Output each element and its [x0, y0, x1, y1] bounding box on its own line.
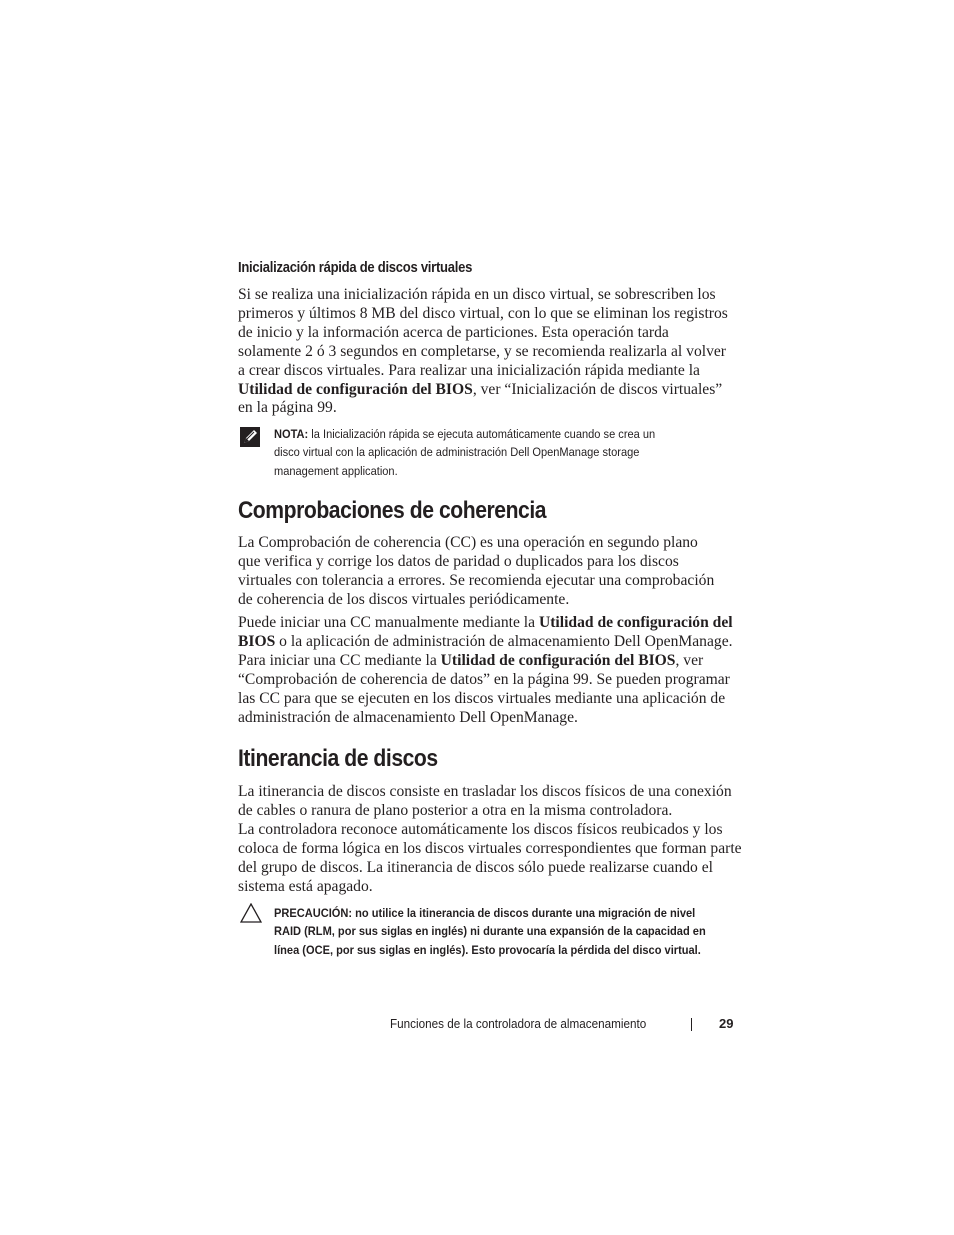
text-line — [238, 553, 748, 572]
bold-text: Utilidad de configuración del BIOS — [440, 651, 676, 669]
text-segment: Si se realiza una inicialización rápida en un disco virtual, se sobrescriben los — [238, 286, 716, 303]
text-line — [238, 878, 748, 897]
text-line — [238, 671, 748, 690]
text-line — [274, 922, 742, 940]
footer-chapter-title: Funciones de la controladora de almacenamiento — [390, 1016, 647, 1031]
text-segment: del grupo de discos. La itinerancia de discos sólo puede realizarse cuando el — [238, 858, 714, 876]
section-heading-quick-init: Inicialización rápida de discos virtuales — [238, 260, 473, 276]
text-line — [238, 859, 748, 878]
text-line — [238, 381, 748, 400]
text-segment: la Inicialización rápida se ejecuta automáticamente cuando se crea un — [308, 427, 656, 441]
text-line — [238, 783, 748, 802]
text-line — [238, 324, 748, 343]
text-line — [238, 652, 748, 671]
text-segment: sistema está apagado. — [238, 877, 373, 895]
text-segment: “Comprobación de coherencia de datos” en la página 99. Se pueden programar — [238, 670, 730, 688]
text-line — [238, 840, 748, 859]
bold-text: NOTA: — [274, 427, 309, 441]
text-line — [238, 286, 748, 305]
text-line — [238, 633, 748, 652]
text-segment: que verifica y corrige los datos de paridad o duplicados para los discos — [238, 552, 679, 570]
text-line — [238, 534, 748, 553]
text-segment: en la página 99. — [238, 399, 337, 417]
section-heading-consistency-checks: Comprobaciones de coherencia — [238, 497, 547, 524]
text-segment: La controladora reconoce automáticamente los discos físicos reubicados y los — [238, 820, 723, 838]
text-segment: solamente 2 ó 3 segundos en completarse, y se recomienda realizarla al volver — [238, 342, 726, 360]
text-line — [274, 443, 733, 461]
page-number: 29 — [719, 1016, 734, 1031]
text-line — [238, 690, 748, 709]
text-line — [274, 904, 742, 922]
text-segment: de inicio y la información acerca de particiones. Esta operación tarda — [238, 323, 669, 341]
text-line — [274, 425, 733, 443]
text-segment: La Comprobación de coherencia (CC) es una operación en segundo plano — [238, 534, 698, 551]
text-segment: , ver “Inicialización de discos virtuales” — [472, 380, 723, 398]
text-segment: las CC para que se ejecuten en los discos virtuales mediante una aplicación de — [238, 689, 726, 707]
text-line — [238, 343, 748, 362]
consistency-paragraph-1 — [238, 534, 748, 610]
text-segment: de cables o ranura de plano posterior a otra en la misma controladora. — [238, 801, 673, 819]
text-line — [238, 305, 748, 324]
text-segment: no utilice la itinerancia de discos durante una migración de nivel — [352, 906, 696, 920]
text-segment: Puede iniciar una CC manualmente mediante la — [238, 614, 539, 631]
text-segment: coloca de forma lógica en los discos virtuales correspondientes que forman parte — [238, 839, 742, 857]
text-line — [238, 709, 748, 728]
text-segment: o la aplicación de administración de almacenamiento Dell OpenManage. — [275, 632, 733, 650]
text-line — [238, 614, 748, 633]
text-segment: primeros y últimos 8 MB del disco virtual, con lo que se eliminan los registros — [238, 304, 728, 322]
note-text — [274, 425, 733, 480]
text-segment: de coherencia de los discos virtuales periódicamente. — [238, 590, 570, 608]
text-line — [238, 572, 748, 591]
text-segment: a crear discos virtuales. Para realizar una inicialización rápida mediante la — [238, 361, 700, 379]
text-segment: Para iniciar una CC mediante la — [238, 651, 441, 669]
disk-roaming-paragraph — [238, 783, 748, 896]
text-segment: virtuales con tolerancia a errores. Se recomienda ejecutar una comprobación — [238, 571, 715, 589]
consistency-paragraph-2 — [238, 614, 748, 727]
text-segment: management application. — [274, 463, 398, 478]
text-segment: línea (OCE, por sus siglas en inglés). Esto provocaría la pérdida del disco virtual. — [274, 942, 701, 957]
bold-text: PRECAUCIÓN: — [274, 906, 353, 920]
section-heading-disk-roaming: Itinerancia de discos — [238, 745, 438, 772]
warning-triangle-icon — [240, 903, 262, 928]
text-line — [238, 399, 748, 418]
text-segment: disco virtual con la aplicación de administración Dell OpenManage storage — [274, 445, 640, 460]
text-line — [238, 362, 748, 381]
caution-text — [274, 904, 742, 959]
text-line — [274, 941, 742, 959]
pencil-note-icon — [240, 427, 260, 452]
bold-text: Utilidad de configuración del BIOS — [238, 380, 473, 398]
text-segment: La itinerancia de discos consiste en trasladar los discos físicos de una conexión — [238, 783, 732, 800]
quick-init-paragraph — [238, 286, 748, 418]
text-segment: administración de almacenamiento Dell OpenManage. — [238, 708, 578, 726]
text-segment: , ver — [675, 651, 704, 669]
text-line — [274, 462, 733, 480]
footer-divider — [691, 1018, 692, 1031]
text-segment: RAID (RLM, por sus siglas en inglés) ni durante una expansión de la capacidad en — [274, 924, 706, 939]
text-line — [238, 591, 748, 610]
bold-text: Utilidad de configuración del — [538, 614, 733, 631]
bold-text: BIOS — [238, 632, 276, 650]
text-line — [238, 821, 748, 840]
text-line — [238, 802, 748, 821]
